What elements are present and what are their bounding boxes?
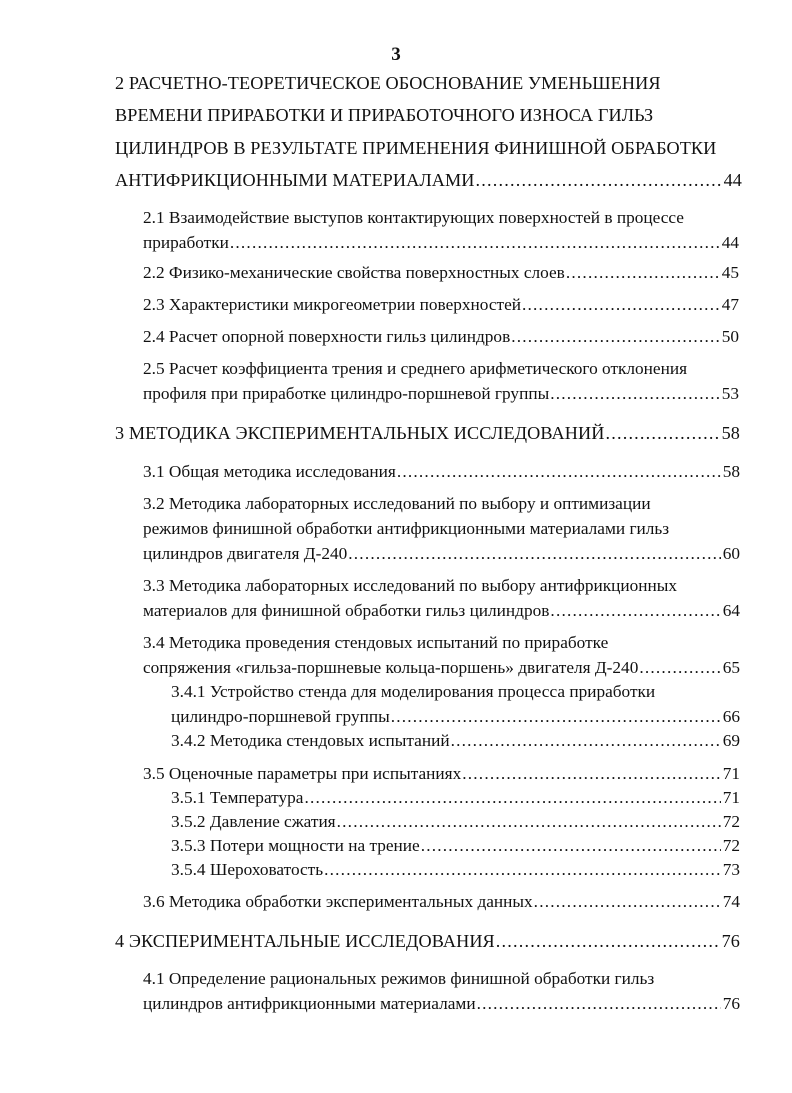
toc-page-number: 76: [722, 994, 740, 1013]
toc-page-number: 76: [721, 931, 740, 951]
toc-section-3-2-line-3: цилиндров двигателя Д-240: [143, 544, 348, 563]
leader-dots: [304, 785, 720, 811]
toc-section-3-6-title: 3.6 Методика обработки экспериментальных данных: [143, 892, 533, 911]
leader-dots: [534, 889, 721, 915]
leader-dots: [230, 230, 720, 256]
toc-section-3-6-entry: [143, 889, 740, 915]
toc-page-number: 45: [721, 263, 739, 282]
toc-section-2-3-entry: [143, 292, 739, 318]
leader-dots: [496, 928, 720, 954]
leader-dots: [348, 541, 720, 567]
toc-page-number: 60: [722, 544, 740, 563]
toc-section-2-5-entry: [143, 381, 739, 407]
leader-dots: [550, 598, 720, 624]
toc-section-2-1-entry: [143, 230, 739, 256]
toc-chapter-2-line-1: 2 РАСЧЕТНО-ТЕОРЕТИЧЕСКОЕ ОБОСНОВАНИЕ УМЕНЬШЕНИЯ: [115, 73, 661, 93]
toc-section-4-1-line-1: 4.1 Определение рациональных режимов финишной обработки гильз: [143, 969, 655, 988]
toc-page-number: 65: [722, 658, 740, 677]
toc-section-2-1-line-1: 2.1 Взаимодействие выступов контактирующих поверхностей в процессе: [143, 208, 684, 227]
toc-chapter-2-entry: [115, 167, 742, 193]
toc-section-3-2-entry: [143, 541, 740, 567]
toc-section-3-4-entry: [143, 655, 740, 681]
toc-page-number: 47: [721, 295, 739, 314]
toc-chapter-2-line-4: АНТИФРИКЦИОННЫМИ МАТЕРИАЛАМИ: [115, 170, 475, 190]
toc-subsection-3-5-3-title: 3.5.3 Потери мощности на трение: [171, 836, 420, 855]
toc-section-3-3-line-2: материалов для финишной обработки гильз цилиндров: [143, 601, 550, 620]
leader-dots: [639, 655, 720, 681]
toc-subsection-3-4-2-entry: [171, 728, 740, 754]
toc-page-number: 72: [722, 836, 740, 855]
toc-page-number: 58: [721, 423, 740, 443]
toc-section-2-3-title: 2.3 Характеристики микрогеометрии поверхностей: [143, 295, 521, 314]
toc-subsection-3-4-1-entry: [171, 704, 740, 730]
leader-dots: [605, 420, 719, 446]
toc-section-3-3-line-1: 3.3 Методика лабораторных исследований по выбору антифрикционных: [143, 576, 678, 595]
toc-section-3-1-title: 3.1 Общая методика исследования: [143, 462, 396, 481]
toc-page-number: 50: [721, 327, 739, 346]
leader-dots: [397, 459, 721, 485]
leader-dots: [391, 704, 721, 730]
toc-section-2-1-line-2: приработки: [143, 233, 229, 252]
toc-section-2-5-line-1: 2.5 Расчет коэффициента трения и среднего арифметического отклонения: [143, 359, 688, 378]
toc-subsection-3-4-1-line-1: 3.4.1 Устройство стенда для моделирования процесса приработки: [171, 682, 656, 701]
toc-section-3-2-line-1: 3.2 Методика лабораторных исследований по выбору и оптимизации: [143, 494, 651, 513]
toc-section-2-2-entry: [143, 260, 739, 286]
toc-chapter-2-line-2: ВРЕМЕНИ ПРИРАБОТКИ И ПРИРАБОТОЧНОГО ИЗНОСА ГИЛЬЗ: [115, 105, 654, 125]
toc-page-number: 73: [722, 860, 740, 879]
toc-section-3-4-line-1: 3.4 Методика проведения стендовых испытаний по приработке: [143, 633, 609, 652]
toc-page-number: 44: [723, 170, 742, 190]
toc-section-3-2-line-2: режимов финишной обработки антифрикционными материалами гильз: [143, 519, 670, 538]
leader-dots: [451, 728, 721, 754]
toc-subsection-3-5-2-entry: [171, 809, 740, 835]
toc-page-number: 74: [722, 892, 740, 911]
toc-subsection-3-4-2-title: 3.4.2 Методика стендовых испытаний: [171, 731, 450, 750]
toc-page-number: 53: [721, 384, 739, 403]
leader-dots: [462, 761, 720, 787]
toc-page-number: 44: [721, 233, 739, 252]
leader-dots: [511, 324, 719, 350]
leader-dots: [522, 292, 720, 318]
leader-dots: [476, 167, 722, 193]
toc-section-4-1-line-2: цилиндров антифрикционными материалами: [143, 994, 476, 1013]
toc-subsection-3-5-4-title: 3.5.4 Шероховатость: [171, 860, 324, 879]
toc-chapter-4-entry: [115, 928, 740, 954]
toc-section-4-1-entry: [143, 991, 740, 1017]
leader-dots: [550, 381, 720, 407]
toc-page-number: 71: [722, 788, 740, 807]
toc-subsection-3-5-1-title: 3.5.1 Температура: [171, 788, 304, 807]
toc-section-2-5-line-2: профиля при приработке цилиндро-поршневой группы: [143, 384, 550, 403]
leader-dots: [337, 809, 721, 835]
toc-page-number: 69: [722, 731, 740, 750]
toc-chapter-3-entry: [115, 420, 740, 446]
toc-subsection-3-5-1-entry: [171, 785, 740, 811]
leader-dots: [421, 833, 721, 859]
toc-section-3-4-line-2: сопряжения «гильза-поршневые кольца-поршень» двигателя Д-240: [143, 658, 639, 677]
toc-page-number: 66: [722, 707, 740, 726]
toc-chapter-3-title: 3 МЕТОДИКА ЭКСПЕРИМЕНТАЛЬНЫХ ИССЛЕДОВАНИЙ: [115, 423, 605, 443]
toc-section-2-4-entry: [143, 324, 739, 350]
toc-section-3-5-title: 3.5 Оценочные параметры при испытаниях: [143, 764, 462, 783]
toc-subsection-3-5-3-entry: [171, 833, 740, 859]
leader-dots: [477, 991, 721, 1017]
toc-page-number: 72: [722, 812, 740, 831]
toc-subsection-3-4-1-line-2: цилиндро-поршневой группы: [171, 707, 390, 726]
toc-page-number: 64: [722, 601, 740, 620]
toc-subsection-3-5-2-title: 3.5.2 Давление сжатия: [171, 812, 336, 831]
leader-dots: [566, 260, 720, 286]
toc-chapter-4-title: 4 ЭКСПЕРИМЕНТАЛЬНЫЕ ИССЛЕДОВАНИЯ: [115, 931, 495, 951]
toc-section-2-2-title: 2.2 Физико-механические свойства поверхностных слоев: [143, 263, 565, 282]
leader-dots: [324, 857, 721, 883]
page-number: 3: [391, 44, 401, 65]
toc-chapter-2-line-3: ЦИЛИНДРОВ В РЕЗУЛЬТАТЕ ПРИМЕНЕНИЯ ФИНИШНОЙ ОБРАБОТКИ: [115, 138, 717, 158]
toc-page-number: 71: [722, 764, 740, 783]
toc-section-3-1-entry: [143, 459, 740, 485]
toc-subsection-3-5-4-entry: [171, 857, 740, 883]
toc-page-number: 58: [722, 462, 740, 481]
toc-section-3-3-entry: [143, 598, 740, 624]
toc-section-2-4-title: 2.4 Расчет опорной поверхности гильз цилиндров: [143, 327, 511, 346]
toc-section-3-5-entry: [143, 761, 740, 787]
